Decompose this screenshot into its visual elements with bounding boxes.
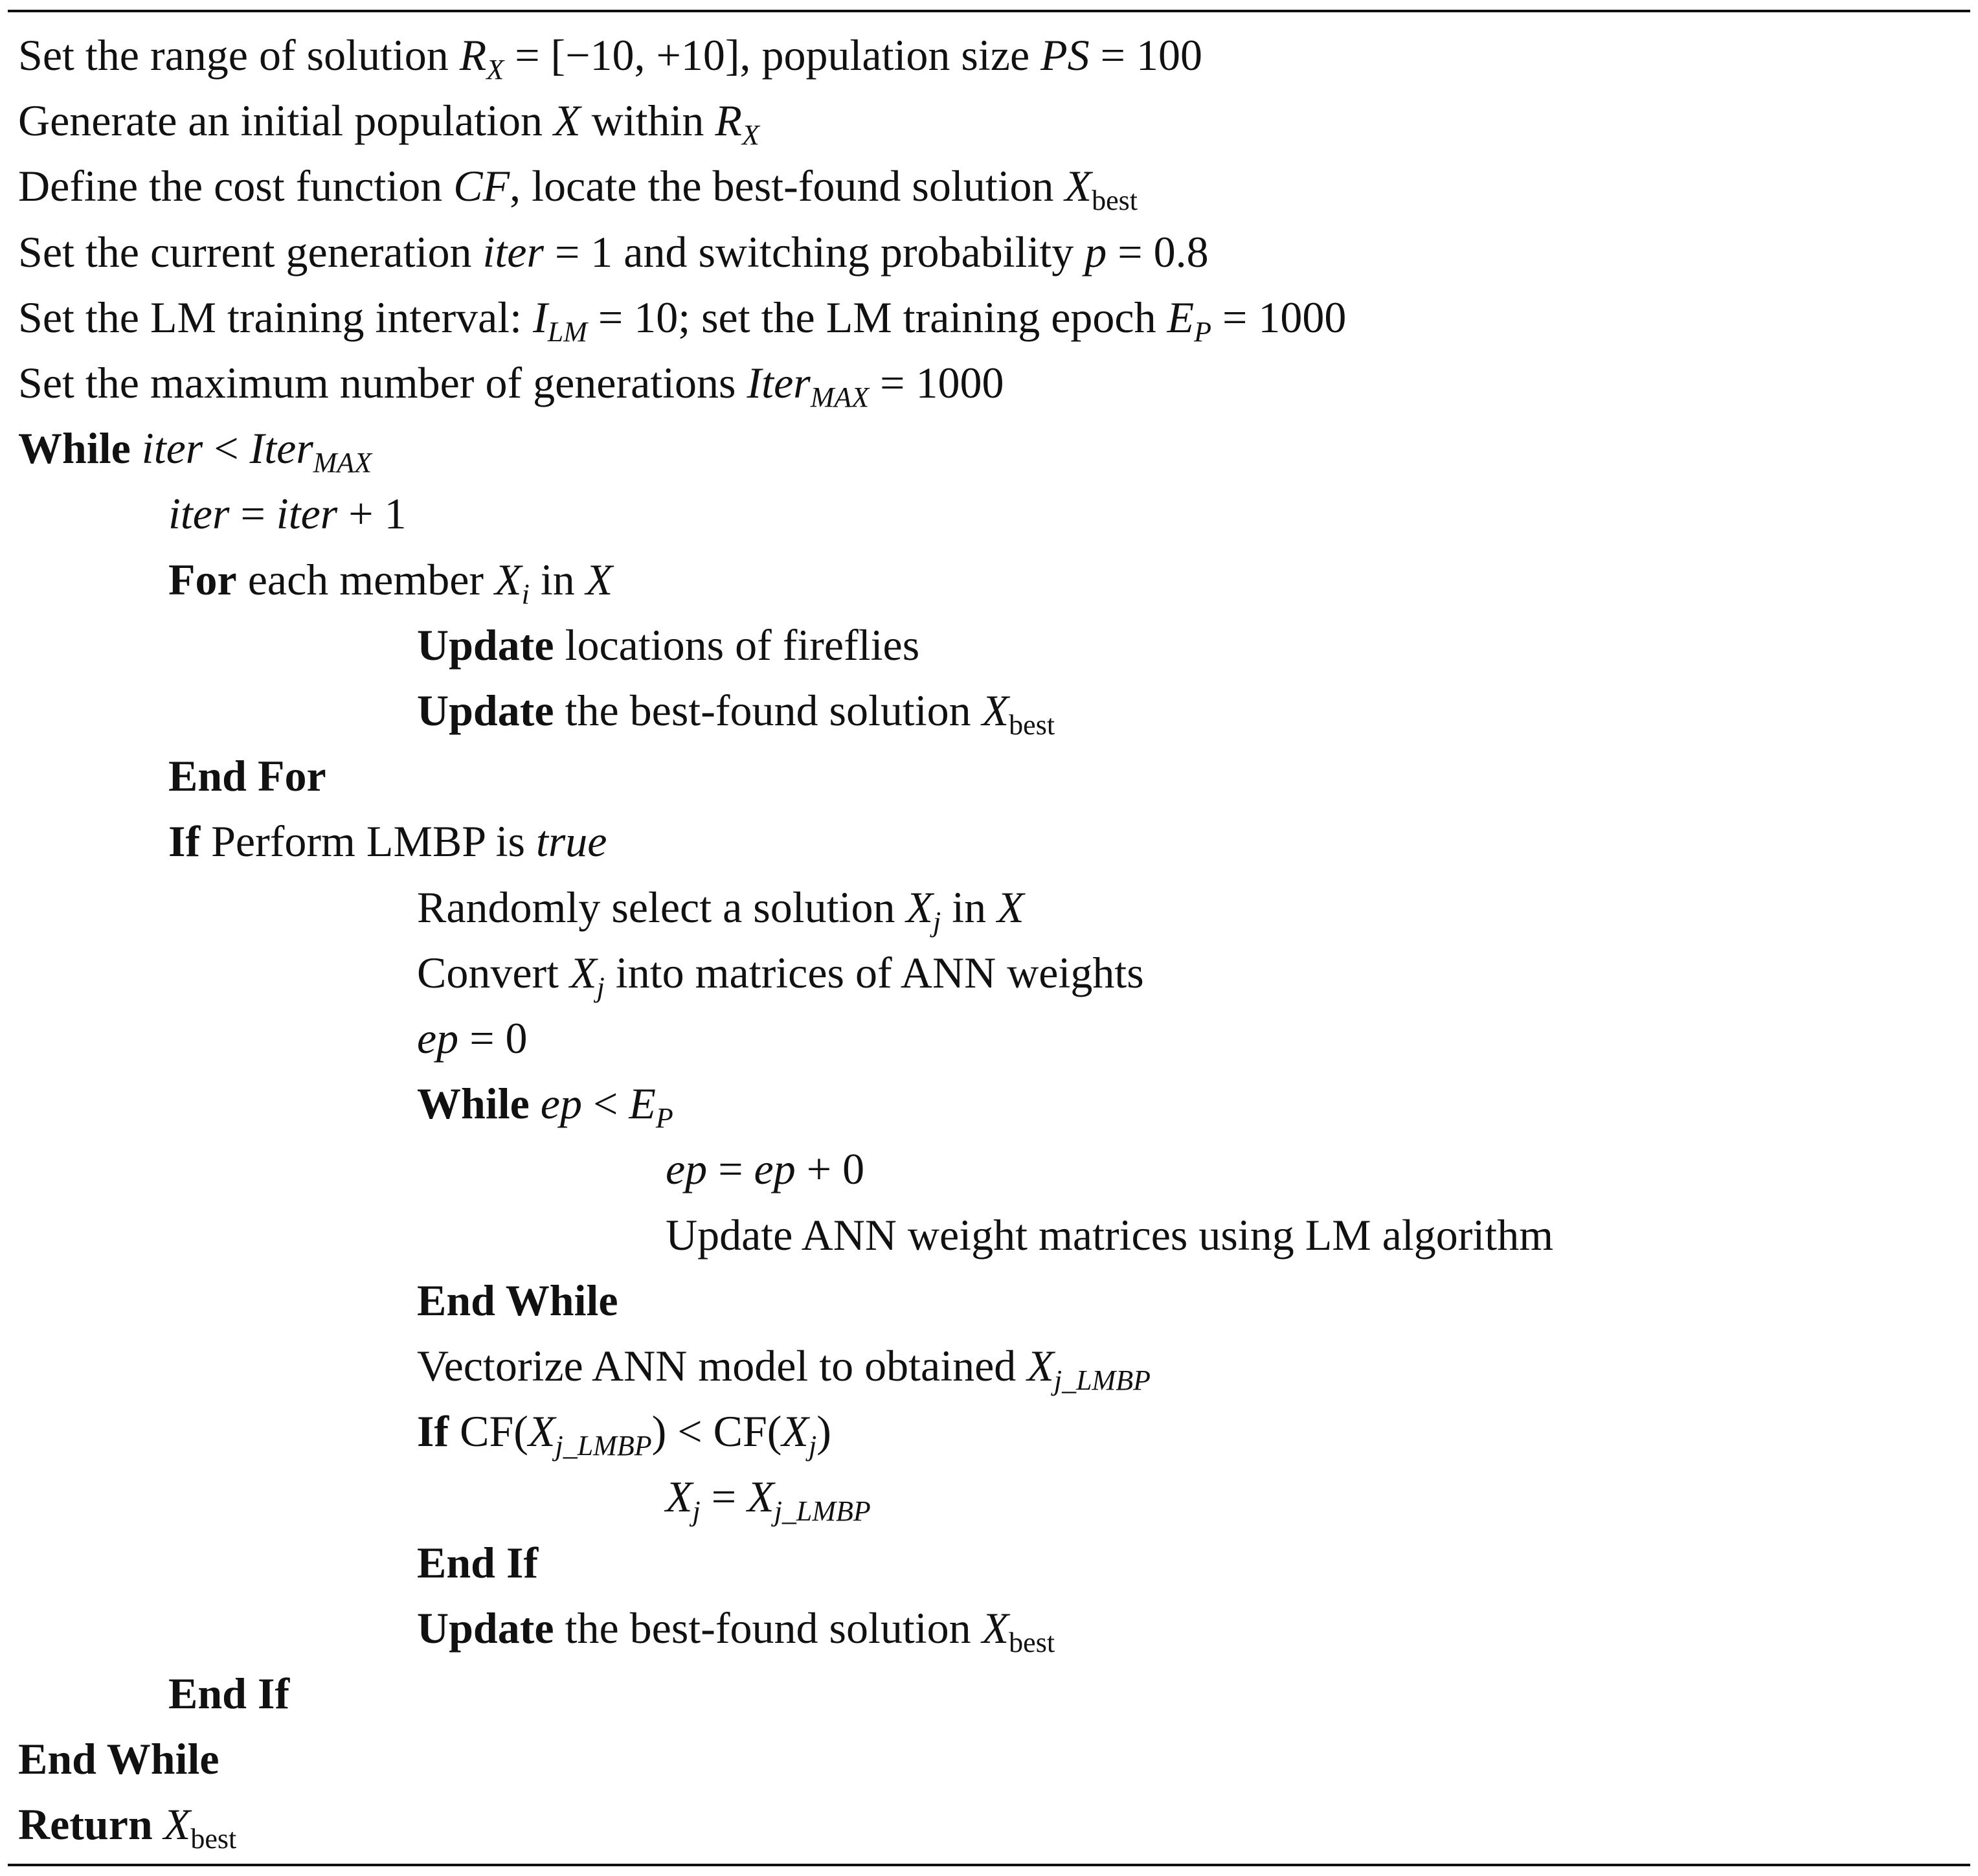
math-variable: ep: [540, 1079, 582, 1129]
text-run: Generate an initial population: [18, 96, 554, 146]
algorithm-line: [417, 1399, 831, 1464]
subscript: MAX: [313, 447, 372, 479]
keyword: While: [417, 1079, 530, 1129]
math-variable: E: [1167, 292, 1195, 342]
text-run: = 0.8: [1107, 227, 1209, 277]
text-run: locations of fireflies: [554, 620, 920, 670]
algorithm-line: [18, 285, 1346, 350]
math-variable: X: [747, 1472, 774, 1522]
math-variable: ep: [666, 1144, 708, 1194]
subscript: LM: [547, 315, 587, 348]
text-run: =: [229, 489, 276, 539]
math-variable: E: [629, 1079, 656, 1129]
subscript: P: [655, 1102, 673, 1135]
algorithm-line: [417, 1596, 1055, 1661]
algorithm-line: [417, 875, 1024, 940]
math-variable: ep: [754, 1144, 796, 1194]
math-variable: X: [1027, 1341, 1054, 1390]
text-run: ) < CF(: [651, 1407, 782, 1456]
algorithm-line: [18, 88, 759, 153]
math-variable: X: [666, 1472, 693, 1522]
subscript: best: [190, 1823, 237, 1855]
bottom-rule: [8, 1864, 1970, 1866]
algorithm-line: [417, 1530, 538, 1596]
math-variable: ep: [417, 1013, 459, 1063]
math-variable: X: [554, 96, 581, 146]
subscript: X: [486, 54, 504, 85]
text-run: [530, 1079, 541, 1128]
algorithm-line: [666, 1136, 864, 1202]
text-run: in: [529, 554, 586, 604]
keyword: For: [168, 554, 237, 604]
text-run: = 100: [1089, 30, 1203, 80]
subscript: i: [521, 578, 530, 610]
text-run: = 0: [458, 1013, 528, 1063]
algorithm-line: [18, 350, 1004, 416]
algorithm-line: [168, 481, 407, 547]
text-run: ): [816, 1407, 831, 1456]
algorithm-line: [417, 1268, 618, 1333]
math-variable: true: [535, 817, 607, 866]
text-run: Set the range of solution: [18, 30, 460, 80]
subscript: j: [596, 971, 605, 1003]
algorithm-line: [417, 1071, 673, 1136]
text-run: Vectorize ANN model to obtained: [417, 1341, 1028, 1390]
algorithm-line: [168, 1661, 289, 1726]
keyword: Return: [18, 1800, 153, 1849]
subscript: best: [1009, 1626, 1055, 1658]
algorithm-line: [417, 1006, 528, 1071]
keyword: End While: [417, 1275, 618, 1325]
keyword: Update: [417, 620, 554, 670]
subscript: j: [932, 905, 941, 938]
math-variable: X: [163, 1800, 191, 1849]
text-run: = [−10, +10], population size: [504, 30, 1041, 80]
math-variable: X: [982, 1603, 1009, 1653]
text-run: Define the cost function: [18, 161, 454, 211]
algorithm-line: [168, 547, 613, 613]
algorithm-line: [168, 743, 326, 809]
text-run: = 10; set the LM training epoch: [587, 292, 1167, 342]
math-variable: X: [982, 686, 1009, 735]
math-variable: iter: [141, 424, 203, 473]
keyword: End If: [417, 1537, 539, 1587]
text-run: =: [707, 1144, 754, 1194]
top-rule: [8, 10, 1970, 12]
text-run: in: [941, 882, 998, 932]
subscript: MAX: [810, 381, 870, 413]
text-run: the best-found solution: [554, 1603, 982, 1653]
algorithm-line: [666, 1203, 1553, 1268]
subscript: j: [692, 1495, 701, 1528]
text-run: Set the LM training interval:: [18, 292, 534, 342]
keyword: End If: [168, 1669, 290, 1718]
subscript: best: [1009, 709, 1055, 741]
keyword: Update: [417, 686, 554, 735]
math-variable: iter: [168, 489, 230, 539]
math-variable: X: [1064, 161, 1092, 211]
math-variable: X: [585, 554, 613, 604]
text-run: + 0: [795, 1144, 865, 1194]
math-variable: CF: [453, 161, 510, 211]
algorithm-line: [417, 1333, 1151, 1399]
algorithm-line: [18, 1726, 219, 1792]
algorithm-line: [666, 1464, 871, 1530]
text-run: into matrices of ANN weights: [604, 947, 1144, 997]
math-variable: R: [715, 96, 742, 146]
math-variable: p: [1085, 227, 1107, 277]
math-variable: Iter: [249, 424, 313, 473]
algorithm-line: [18, 153, 1138, 219]
keyword: End While: [18, 1734, 219, 1784]
text-run: within: [580, 96, 715, 146]
math-variable: X: [495, 554, 522, 604]
text-run: <: [203, 424, 250, 473]
subscript: j_LMBP: [1053, 1364, 1151, 1396]
text-run: [131, 424, 142, 473]
keyword: End For: [168, 751, 326, 801]
subscript: j_LMBP: [774, 1495, 871, 1528]
math-variable: X: [781, 1407, 809, 1456]
text-run: [153, 1800, 164, 1849]
text-run: = 1000: [1211, 292, 1347, 342]
text-run: =: [700, 1472, 748, 1522]
algorithm-line: [417, 678, 1055, 743]
keyword: Update: [417, 1603, 554, 1653]
subscript: j_LMBP: [555, 1430, 652, 1462]
text-run: Update ANN weight matrices using LM algorithm: [666, 1210, 1554, 1260]
algorithm-line: [18, 23, 1202, 88]
subscript: P: [1194, 315, 1212, 348]
keyword: While: [18, 424, 131, 473]
subscript: j: [808, 1430, 817, 1462]
math-variable: Iter: [747, 358, 811, 407]
text-run: + 1: [337, 489, 407, 539]
math-variable: iter: [482, 227, 544, 277]
algorithm-line: [417, 940, 1144, 1006]
keyword: If: [417, 1407, 449, 1456]
text-run: = 1 and switching probability: [543, 227, 1085, 277]
subscript: best: [1092, 185, 1138, 217]
text-run: = 1000: [869, 358, 1004, 407]
math-variable: I: [533, 292, 548, 342]
text-run: Convert: [417, 947, 570, 997]
math-variable: X: [528, 1407, 556, 1456]
text-run: Set the maximum number of generations: [18, 358, 747, 407]
text-run: Perform LMBP is: [200, 817, 536, 866]
text-run: the best-found solution: [554, 686, 982, 735]
text-run: each member: [236, 554, 495, 604]
math-variable: X: [997, 882, 1024, 932]
math-variable: X: [570, 947, 597, 997]
text-run: Set the current generation: [18, 227, 483, 277]
algorithm-line: [18, 1792, 236, 1857]
math-variable: iter: [276, 489, 338, 539]
keyword: If: [168, 817, 201, 866]
algorithm-line: [417, 613, 919, 678]
algorithm-line: [18, 220, 1209, 285]
math-variable: PS: [1040, 30, 1090, 80]
text-run: <: [581, 1079, 629, 1129]
subscript: X: [741, 119, 759, 152]
math-variable: R: [459, 30, 487, 80]
algorithm-line: [18, 416, 372, 481]
math-variable: X: [906, 882, 933, 932]
algorithm-line: [168, 809, 607, 874]
text-run: Randomly select a solution: [417, 882, 906, 932]
text-run: CF(: [449, 1407, 528, 1456]
text-run: , locate the best-found solution: [510, 161, 1065, 211]
